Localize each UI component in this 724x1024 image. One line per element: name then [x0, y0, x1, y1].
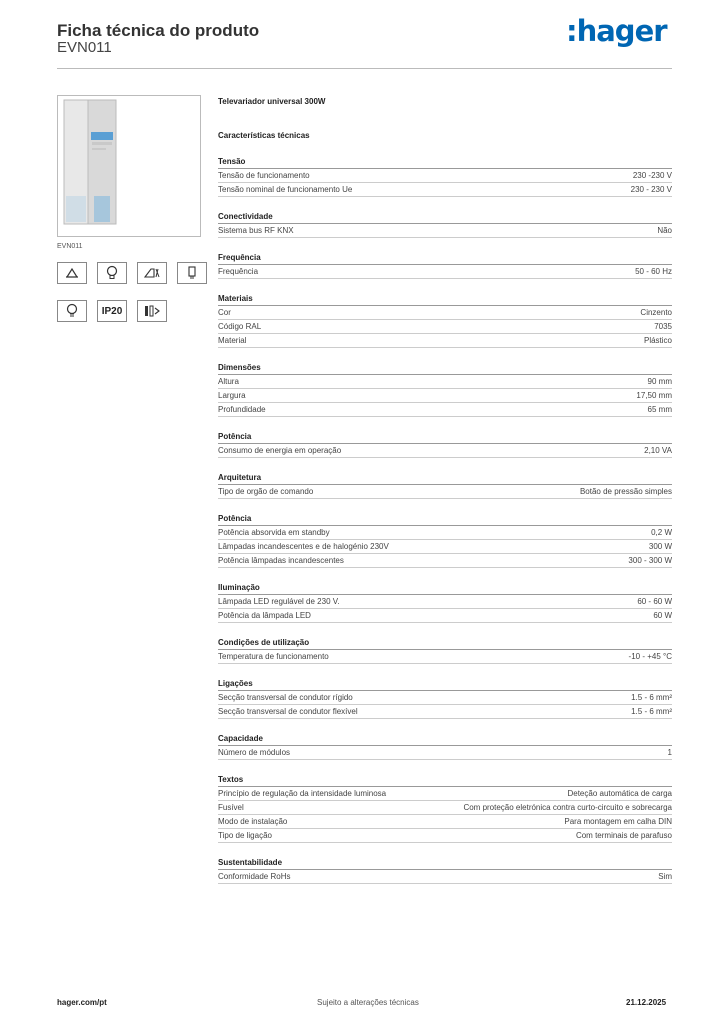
spec-section: [218, 582, 672, 623]
footer-date: 21.12.2025: [626, 998, 667, 1007]
spec-value: 1.5 - 6 mm²: [631, 693, 672, 702]
spec-label: Fusível: [218, 803, 244, 812]
section-title: Ligações: [218, 678, 672, 691]
push-button-icon: [137, 300, 167, 322]
spec-row: [218, 306, 672, 320]
spec-value: 60 W: [653, 611, 672, 620]
section-title: Capacidade: [218, 733, 672, 746]
tech-heading: Características técnicas: [218, 131, 310, 140]
spec-label: Lâmpada LED regulável de 230 V.: [218, 597, 340, 606]
section-title: Tensão: [218, 156, 672, 169]
spec-label: Consumo de energia em operação: [218, 446, 342, 455]
spec-row: [218, 801, 672, 815]
spec-label: Temperatura de funcionamento: [218, 652, 329, 661]
spec-label: Potência lâmpadas incandescentes: [218, 556, 344, 565]
ip-rating: IP20: [101, 305, 123, 317]
spec-value: Com terminais de parafuso: [575, 831, 672, 840]
spec-label: Modo de instalação: [218, 817, 288, 826]
spec-row: [218, 183, 672, 197]
section-title: Textos: [218, 774, 672, 787]
spec-row: [218, 334, 672, 348]
led-bulb-icon: [57, 300, 87, 322]
spec-row: [218, 265, 672, 279]
spec-section: [218, 733, 672, 760]
spec-section: [218, 513, 672, 568]
spec-value: 300 - 300 W: [628, 556, 672, 565]
spec-row: [218, 224, 672, 238]
spec-label: Secção transversal de condutor flexível: [218, 707, 358, 716]
spec-label: Lâmpadas incandescentes e de halogénio 230V: [218, 542, 389, 551]
section-title: Potência: [218, 513, 672, 526]
bulb-icon: [97, 262, 127, 284]
spec-label: Secção transversal de condutor rígido: [218, 693, 353, 702]
product-code: EVN011: [57, 39, 112, 56]
spec-label: Código RAL: [218, 322, 262, 331]
spec-value: Para montagem em calha DIN: [564, 817, 672, 826]
spec-value: 17,50 mm: [636, 391, 672, 400]
spec-label: Material: [218, 336, 247, 345]
section-title: Frequência: [218, 252, 672, 265]
spec-section: [218, 678, 672, 719]
spec-label: Tensão nominal de funcionamento Ue: [218, 185, 353, 194]
spec-row: [218, 787, 672, 801]
spec-label: Tipo de ligação: [218, 831, 272, 840]
spec-row: [218, 609, 672, 623]
spec-row: [218, 595, 672, 609]
spec-row: [218, 320, 672, 334]
spec-value: 60 - 60 W: [637, 597, 672, 606]
spec-row: [218, 403, 672, 417]
spec-sections: [218, 156, 672, 884]
spec-label: Cor: [218, 308, 231, 317]
fluorescent-lamp-icon: [177, 262, 207, 284]
spec-label: Potência absorvida em standby: [218, 528, 330, 537]
product-image-caption: EVN011: [57, 243, 83, 250]
spec-section: [218, 293, 672, 348]
section-title: Arquitetura: [218, 472, 672, 485]
spec-section: [218, 211, 672, 238]
spec-value: 65 mm: [647, 405, 672, 414]
spec-label: Potência da lâmpada LED: [218, 611, 311, 620]
spec-value: 90 mm: [647, 377, 672, 386]
section-title: Condições de utilização: [218, 637, 672, 650]
product-image: [57, 95, 201, 237]
section-title: Sustentabilidade: [218, 857, 672, 870]
dimmer-icon: [57, 262, 87, 284]
spec-label: Número de módulos: [218, 748, 291, 757]
spec-label: Tipo de orgão de comando: [218, 487, 314, 496]
spec-section: [218, 362, 672, 417]
spec-value: Cinzento: [640, 308, 672, 317]
spec-row: [218, 554, 672, 568]
spec-section: [218, 857, 672, 884]
spec-label: Conformidade RoHs: [218, 872, 291, 881]
spec-label: Profundidade: [218, 405, 266, 414]
spec-value: 230 - 230 V: [630, 185, 672, 194]
section-title: Materiais: [218, 293, 672, 306]
spec-label: Largura: [218, 391, 246, 400]
spec-row: [218, 169, 672, 183]
spec-row: [218, 705, 672, 719]
spec-label: Altura: [218, 377, 239, 386]
spec-value: 230 -230 V: [632, 171, 672, 180]
spec-value: Botão de pressão simples: [579, 487, 672, 496]
dimmable-lamp-icon: [137, 262, 167, 284]
section-title: Dimensões: [218, 362, 672, 375]
spec-row: [218, 746, 672, 760]
footer-website[interactable]: hager.com/pt: [57, 998, 107, 1007]
spec-value: 2,10 VA: [644, 446, 672, 455]
header-divider: [57, 68, 672, 69]
spec-row: [218, 375, 672, 389]
spec-content: [218, 96, 672, 884]
spec-label: Tensão de funcionamento: [218, 171, 310, 180]
section-title: Conectividade: [218, 211, 672, 224]
spec-value: Não: [657, 226, 672, 235]
spec-label: Frequência: [218, 267, 259, 276]
hager-logo: :hager: [566, 14, 667, 48]
spec-section: [218, 156, 672, 197]
spec-value: 7035: [654, 322, 672, 331]
spec-value: Deteção automática de carga: [567, 789, 672, 798]
spec-row: [218, 526, 672, 540]
page-title: Ficha técnica do produto: [57, 21, 260, 40]
spec-value: -10 - +45 °C: [628, 652, 672, 661]
spec-row: [218, 870, 672, 884]
spec-row: [218, 650, 672, 664]
spec-value: 300 W: [648, 542, 672, 551]
spec-value: 1: [667, 748, 672, 757]
product-name: Televariador universal 300W: [218, 97, 326, 106]
spec-row: [218, 389, 672, 403]
spec-row: [218, 829, 672, 843]
ip20-badge: [97, 300, 127, 322]
spec-section: [218, 472, 672, 499]
spec-value: 0,2 W: [651, 528, 672, 537]
spec-section: [218, 774, 672, 843]
spec-section: [218, 252, 672, 279]
spec-section: [218, 431, 672, 458]
spec-value: 50 - 60 Hz: [635, 267, 672, 276]
spec-row: [218, 540, 672, 554]
spec-label: Sistema bus RF KNX: [218, 226, 294, 235]
spec-section: [218, 637, 672, 664]
spec-row: [218, 691, 672, 705]
spec-value: Plástico: [643, 336, 672, 345]
spec-value: Com proteção eletrónica contra curto-circuito e sobrecarga: [463, 803, 672, 812]
spec-label: Princípio de regulação da intensidade luminosa: [218, 789, 387, 798]
spec-value: 1.5 - 6 mm²: [631, 707, 672, 716]
spec-row: [218, 444, 672, 458]
footer-disclaimer: Sujeito a alterações técnicas: [317, 998, 419, 1007]
section-title: Potência: [218, 431, 672, 444]
spec-row: [218, 815, 672, 829]
spec-row: [218, 485, 672, 499]
spec-value: Sim: [658, 872, 672, 881]
section-title: Iluminação: [218, 582, 672, 595]
